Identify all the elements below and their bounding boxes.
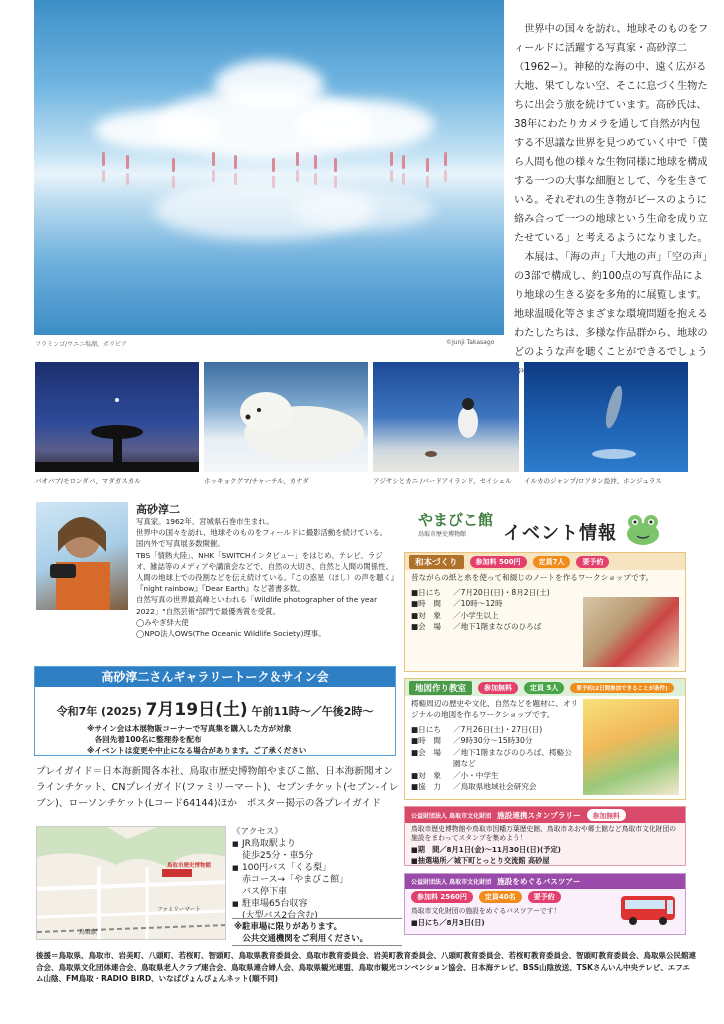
flamingo-reflection-icon [172,176,175,188]
flamingo-reflection-icon [272,176,275,188]
stamp-rally-description: 鳥取市歴史博物館や鳥取市因幡万葉歴史館、鳥取市あおや郷土館など鳥取市文化財団の施設をまわってスタンプを集めよう！ [411,825,677,843]
row-value: ／7月20日(日)・8月2日(土) [453,588,550,597]
flamingo-icon [272,158,275,172]
fee-badge: 参加料 500円 [470,556,527,568]
photo-caption-1: バオバブ/モロンダバ、マダガスカル [35,477,141,485]
row-value: ／地下1階まなびのひろば、樗谿公園など [453,747,572,769]
event-description: 樗谿周辺の歴史や文化、自然などを題材に、オリジナルの地図を作るワークショップです。 [411,699,579,719]
reservation-badge: 要予約 [528,891,561,903]
intro-paragraph-2: 本展は、「海の声」「大地の声」「空の声」の3部で構成し、約100点の写真作品により地球の生きる姿を多角的に展覧します。地球温暖化等さまざまな環境問題を抱えるわたしたちは、多様な作品群から、地球のどのような声を聴くことができるでしょうか [514,252,708,377]
bus-icon [619,892,677,928]
hero-caption: フラミンゴ/ウユニ塩湖、ボリビア [35,341,128,348]
row-value: ／小学生以上 [453,610,499,620]
intro-text [514,20,710,381]
flamingo-reflection-icon [234,173,237,185]
flamingo-reflection-icon [444,170,447,182]
row-key: ■時 間 [411,736,441,746]
map-workshop-photo [583,699,679,795]
reservation-badge: 要予約(2日間参加できることが条件) [570,683,673,693]
event-name: 和本づくり [409,555,464,569]
bus-tour-date: ■日にち／8月3日(日) [411,918,485,928]
access-map [36,826,226,940]
flamingo-icon [426,158,429,172]
baobab-tree-icon [35,362,199,472]
bio-line: 国内外で写真展多数開催。 [136,539,225,549]
row-key: ■対 象 [411,610,441,620]
flamingo-reflection-icon [212,170,215,182]
events-title: イベント情報 [503,523,617,544]
row-key: ■協 力 [411,782,441,792]
gallery-talk-date [35,695,395,720]
access-info [232,826,402,922]
capacity-badge: 定員7人 [533,556,571,568]
talk-date-prefix: 令和7年 (2025) [56,705,142,718]
bio-line: 自然写真の世界最高峰といわれる「Wildlife photographer of the year 2022」"自然芸術"部門で最優秀賞を受賞。 [136,595,378,616]
flamingo-icon [102,152,105,166]
photo-caption-4: イルカのジャンプ/ロアタン島沖、ホンジュラス [524,477,662,485]
talk-note: ※サイン会は本展物販コーナーで写真集を購入した方が対象 [87,724,292,733]
gallery-talk-notes [35,723,395,756]
flamingo-icon [314,155,317,169]
bio-line: 世界中の国々を訪れ、地球そのものをフィールドに撮影活動を続けている。 [136,528,387,538]
gallery-talk-box [34,666,396,756]
flamingo-reflection-icon [402,173,405,185]
capacity-badge: 定員 5人 [524,682,564,694]
photo-tern-crab [373,362,519,472]
flamingo-icon [390,152,393,166]
stamp-rally-box [404,806,686,866]
org-label: 公益財団法人 鳥取市文化財団 [411,812,492,820]
access-item-bus: ■ 100円バス「くる梨」 赤コース→「やまびこ館」 バス停下車 [232,862,402,898]
row-key: ■会 場 [411,622,441,632]
flamingo-icon [444,152,447,166]
map-label-familymart: ファミリーマート [157,907,201,913]
photo-dolphin [524,362,688,472]
map-label-station: 鳥取駅 [79,929,98,936]
access-item-parking: ■ 駐車場65台収容 (大型バス2台含む) [232,898,402,922]
reservation-badge: 要予約 [576,556,609,568]
play-guide-text: プレイガイド＝日本海新聞各本社、鳥取市歴史博物館やまびこ館、日本海新聞オンラインチケット、CNプレイガイド(ファミリーマート)、セブンチケット(セブン-イレブン)、ローソンチケット(Lコード64144)ほか ポスター掲示の各プレイガイド [36,766,399,809]
bio-line: 写真家。1962年、宮城県石巻市生まれ。 [136,517,274,526]
flamingo-reflection-icon [426,176,429,188]
polar-bear-icon [204,362,368,472]
row-value: ／鳥取県地域社会研究会 [453,782,537,792]
row-key: ■対 象 [411,770,441,780]
parking-note: ※駐車場に限りがあります。 公共交通機関をご利用ください。 [232,918,402,946]
frog-mascot-icon [623,510,663,546]
stamp-rally-lottery-place: ■抽選場所／城下町とっとり交流館 高砂屋 [411,855,550,865]
photo-polar-bear [204,362,368,472]
sponsors-footer: 後援＝鳥取県、鳥取市、岩美町、八頭町、若桜町、智頭町、鳥取県教育委員会、鳥取市教育委員会、岩美町教育委員会、八頭町教育委員会、若桜町教育委員会、智頭町教育委員会、鳥取県公民館連合会、鳥取県文化団体連合会、鳥取県老人クラブ連合会、鳥取県連合婦人会、鳥取県観光連盟、鳥取市観光コンベンション協会、日本海テレビ、BSS山陰放送、TSKさんいん中央テレビ、エフエム山陰、FM鳥取・RADIO BIRD、いなばぴょんぴょんネット(順不同) [36,951,696,984]
row-value: ／地下1階まなびのひろば [453,622,542,632]
bus-tour-box [404,873,686,935]
tern-bird-icon [373,362,519,472]
row-key: ■会 場 [411,747,441,757]
event-map-making [404,678,686,800]
hero-credit: ©Junji Takasago [446,339,495,346]
photographer-portrait [36,502,128,610]
washi-books-photo [583,597,679,667]
photographer-name: 高砂淳二 [136,503,180,516]
talk-date-times: 午前11時〜／午後2時〜 [251,705,374,718]
row-value: ／7月26日(土)・27日(日) [453,725,543,734]
flamingo-reflection-icon [102,170,105,182]
flamingo-reflection-icon [126,173,129,185]
access-title: 《アクセス》 [232,827,283,837]
row-value: ／9時30分〜15時30分 [453,736,533,746]
bus-tour-title: 施設をめぐるバスツアー [497,877,581,886]
bus-tour-description: 鳥取市文化財団の施設をめぐるバスツアーです！ [411,907,561,915]
flamingo-reflection-icon [390,170,393,182]
event-name: 地図作り教室 [409,681,472,695]
stamp-rally-period: ■期 間／8月1日(金)〜11月30日(日)(予定) [411,845,561,855]
photo-caption-2: ホッキョクグマ/チャーチル、カナダ [204,477,309,485]
flamingo-reflection-icon [314,173,317,185]
flamingo-icon [334,158,337,172]
row-key: ■時 間 [411,599,441,609]
row-key: ■日にち [411,588,441,597]
bio-line: ◯NPO法人OWS(The Oceanic Wildlife Society)理事。 [136,629,326,639]
capacity-badge: 定員40名 [479,891,522,903]
hero-photo-flamingos [34,0,504,335]
photo-caption-3: アジサシとカニ /バードアイランド、セイシェル [373,477,512,485]
row-value: ／小・中学生 [453,770,499,780]
flamingo-icon [402,155,405,169]
org-label: 公益財団法人 鳥取市文化財団 [411,879,492,886]
dolphin-icon [524,362,688,472]
row-value: ／10時〜12時 [453,599,503,609]
bio-line: ◯みやぎ絆大使 [136,617,189,627]
stamp-rally-title: 施設連携スタンプラリー [497,810,581,820]
intro-paragraph-1: 世界中の国々を訪れ、地球そのものをフィールドに活躍する写真家・高砂淳二（1962−）。神秘的な海の中、遠く広がる大地、果てしない空、そこに息づく生物たちに出会う旅を続けています。高砂氏は、38年にわたりカメラを通して自然が内包する不思議な世界を見つめていく中で「僕ら人間も他の様々な生物同様に地球を構成する一つの大事な細胞として、今を生きている。それぞれの生き物がピースのように絡み合って一つの地球という生命を成り立たせている」と考えるようになりました。 [514,24,709,244]
flamingo-icon [172,158,175,172]
flamingo-reflection-icon [296,170,299,182]
talk-note: 各回先着100名に整理券を配布 [87,735,202,744]
bio-line: TBS「情熱大陸」、NHK「SWITCHインタビュー」をはじめ、テレビ、ラジオ、雑誌等のメディアや講演会などで、自然の大切さ、自然と人間の関係性、人間の地球上での役割などを伝え続けている。『この惑星（ほし）の声を聴く』『night rainbow』『Dear Earth』など著書多数。 [136,550,395,594]
flamingo-reflection-icon [334,176,337,188]
event-washi-bookmaking [404,552,686,672]
photo-baobab [35,362,199,472]
map-label-museum: 鳥取市歴史博物館 [167,863,212,869]
yamabiko-logo: やまびこ館 鳥取市歴史博物館 [418,511,494,538]
event-description: 昔ながらの紙と糸を使って和綴じのノートを作るワークショップです。 [411,573,654,582]
photographer-bio [136,516,396,639]
access-item-train: ■ JR鳥取駅より 徒歩25分・車5分 [232,838,402,862]
flamingo-icon [212,152,215,166]
fee-badge: 参加無料 [478,682,518,694]
flamingo-icon [296,152,299,166]
talk-note: ※イベントは変更や中止になる場合があります。ご了承ください [87,746,307,755]
fee-badge: 参加無料 [587,809,626,821]
gallery-talk-heading: 高砂淳二さんギャラリートーク＆サイン会 [35,667,395,687]
talk-date-main: 7月19日(土) [145,700,248,720]
flamingo-icon [126,155,129,169]
row-key: ■日にち [411,725,441,734]
flamingo-icon [234,155,237,169]
fee-badge: 参加料 2560円 [411,891,473,903]
